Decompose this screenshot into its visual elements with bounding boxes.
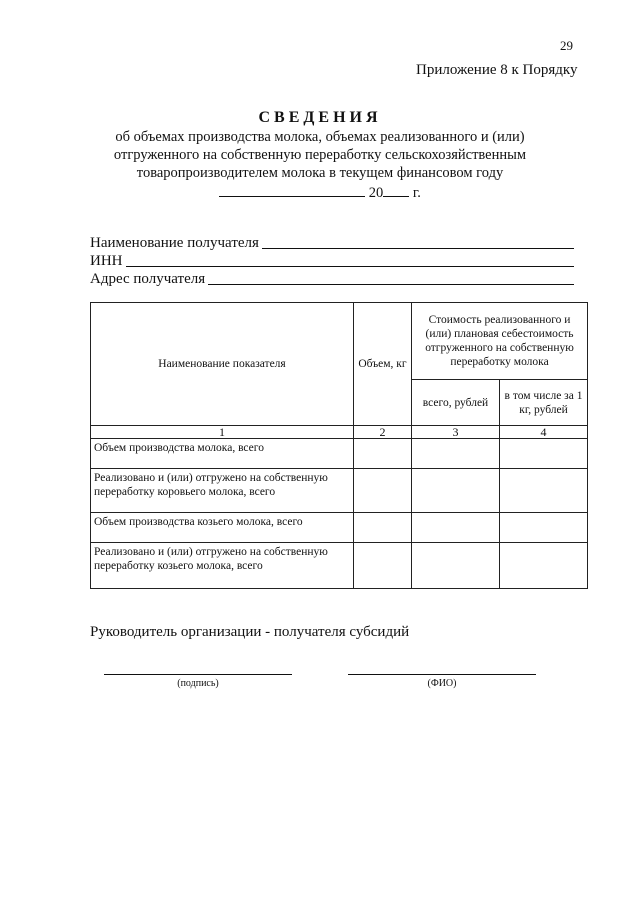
- header-cost-per-kg: в том числе за 1 кг, рублей: [500, 380, 588, 426]
- signature-heading: Руководитель организации - получателя субсидий: [90, 624, 410, 640]
- table-row: [91, 439, 588, 469]
- signature-caption: (подпись): [177, 678, 219, 689]
- cost-total-cell[interactable]: [412, 469, 500, 513]
- date-blank-field[interactable]: [219, 184, 365, 197]
- row-label: Реализовано и (или) отгружено на собственную переработку коровьего молока, всего: [91, 469, 354, 513]
- recipient-address-row: [90, 270, 574, 288]
- cost-per-kg-cell[interactable]: [500, 469, 588, 513]
- column-number-2: 2: [354, 426, 412, 439]
- table-row: [91, 543, 588, 589]
- volume-cell[interactable]: [354, 513, 412, 543]
- volume-cell[interactable]: [354, 543, 412, 589]
- page-number: 29: [560, 38, 573, 53]
- appendix-reference: Приложение 8 к Порядку: [416, 62, 578, 78]
- cost-total-cell[interactable]: [412, 439, 500, 469]
- cost-per-kg-cell[interactable]: [500, 439, 588, 469]
- recipient-name-label: Наименование получателя: [90, 235, 259, 251]
- cost-total-cell[interactable]: [412, 513, 500, 543]
- column-number-1: 1: [91, 426, 354, 439]
- table-row: [91, 513, 588, 543]
- inn-field[interactable]: [126, 265, 575, 267]
- recipient-address-field[interactable]: [208, 283, 574, 285]
- subtitle-line-1: об объемах производства молока, объемах реализованного и (или): [115, 129, 525, 145]
- milk-data-table: [90, 302, 588, 589]
- table-row: [91, 469, 588, 513]
- full-name-line[interactable]: [348, 674, 536, 675]
- cost-per-kg-cell[interactable]: [500, 513, 588, 543]
- recipient-name-field[interactable]: [262, 247, 574, 249]
- volume-cell[interactable]: [354, 439, 412, 469]
- subtitle-line-3: товаропроизводителем молока в текущем финансовом году: [136, 165, 504, 181]
- year-blank-field[interactable]: [383, 184, 409, 197]
- column-number-3: 3: [412, 426, 500, 439]
- header-volume: Объем, кг: [354, 303, 412, 426]
- date-suffix: г.: [412, 185, 421, 201]
- row-label: Реализовано и (или) отгружено на собственную переработку козьего молока, всего: [91, 543, 354, 589]
- header-cost: Стоимость реализованного и (или) плановая себестоимость отгруженного на собственную переработку молока: [412, 303, 588, 380]
- inn-label: ИНН: [90, 253, 123, 269]
- header-cost-total: всего, рублей: [412, 380, 500, 426]
- recipient-name-row: [90, 234, 574, 252]
- signature-line[interactable]: [104, 674, 292, 675]
- full-name-caption: (ФИО): [427, 678, 457, 689]
- subtitle-line-2: отгруженного на собственную переработку сельскохозяйственным: [113, 147, 527, 163]
- volume-cell[interactable]: [354, 469, 412, 513]
- row-label: Объем производства молока, всего: [91, 439, 354, 469]
- row-label: Объем производства козьего молока, всего: [91, 513, 354, 543]
- date-year: 20: [368, 185, 384, 201]
- header-indicator: Наименование показателя: [91, 303, 354, 426]
- cost-per-kg-cell[interactable]: [500, 543, 588, 589]
- column-number-4: 4: [500, 426, 588, 439]
- recipient-address-label: Адрес получателя: [90, 271, 206, 287]
- title-block: [60, 108, 580, 203]
- date-line: [60, 183, 580, 203]
- cost-total-cell[interactable]: [412, 543, 500, 589]
- document-title: СВЕДЕНИЯ: [258, 109, 382, 126]
- inn-row: [90, 252, 574, 270]
